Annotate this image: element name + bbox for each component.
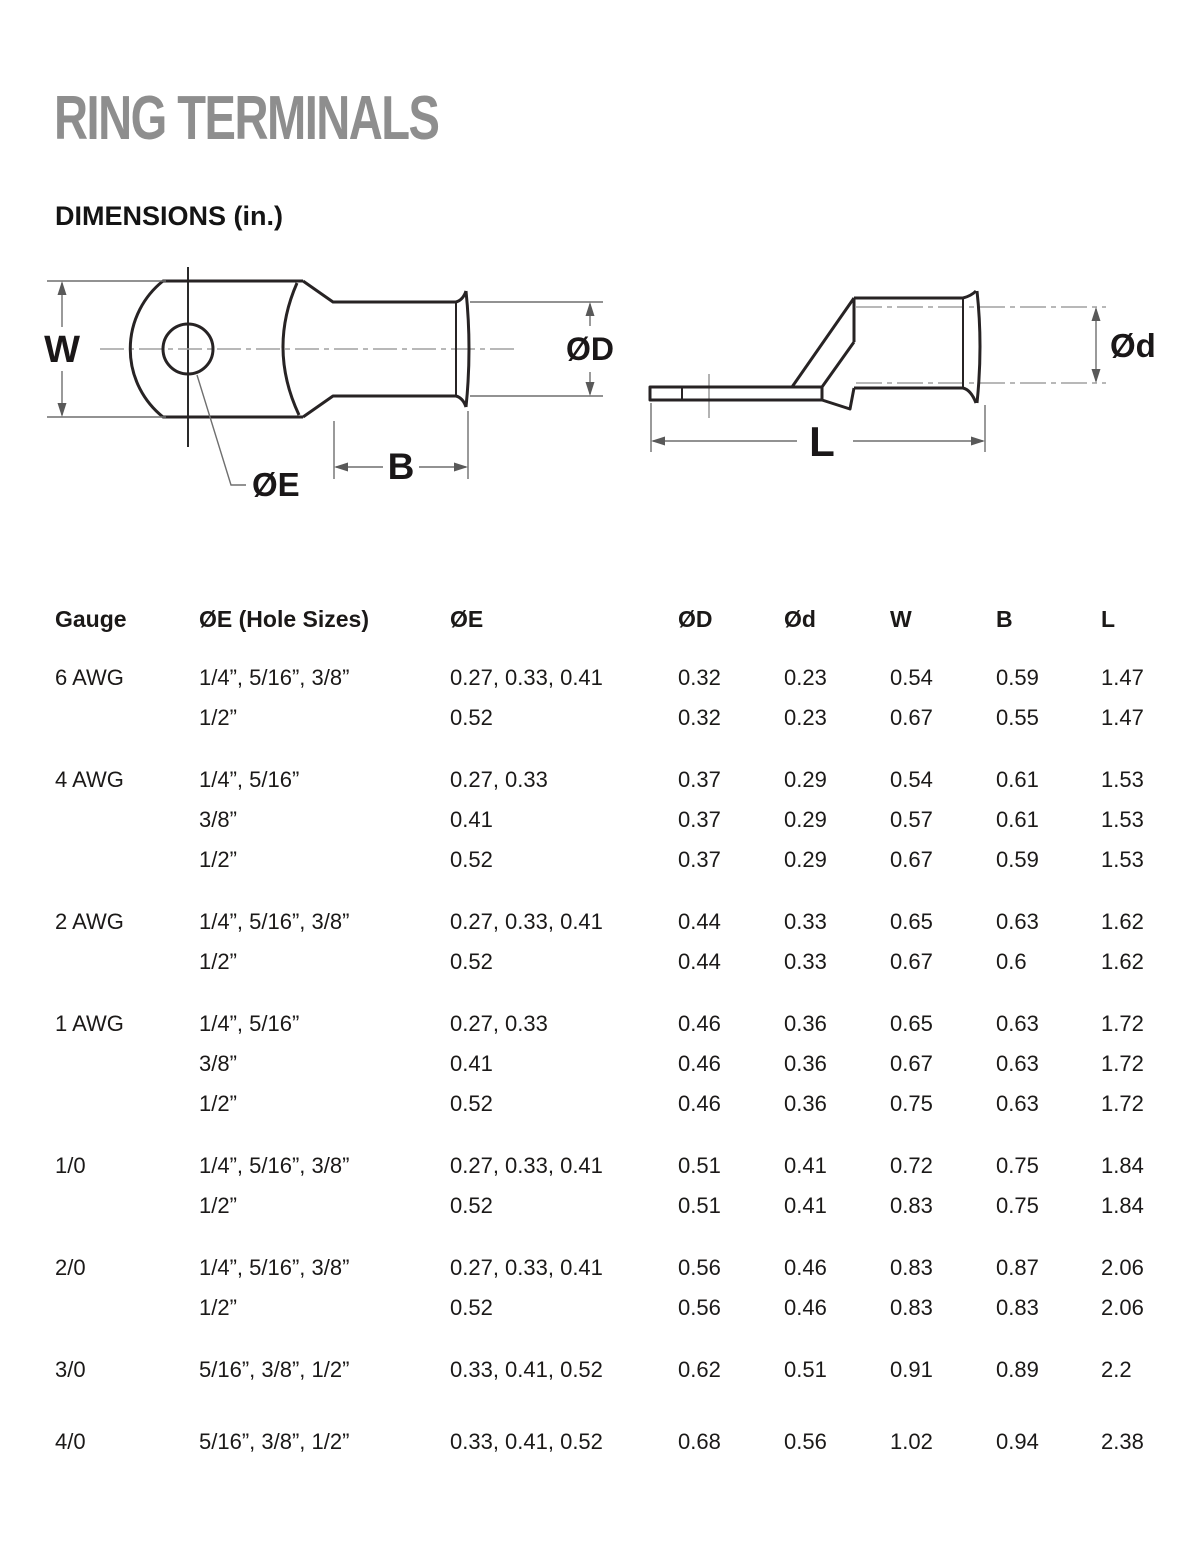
cell-b: 0.59 bbox=[996, 847, 1039, 872]
flare-top-curve-side bbox=[963, 291, 976, 298]
cell-d-outer: 0.68 bbox=[678, 1429, 721, 1454]
cell-b: 0.89 bbox=[996, 1357, 1039, 1382]
cell-b: 0.63 bbox=[996, 909, 1039, 934]
cell-w: 0.83 bbox=[890, 1193, 933, 1218]
cell-d-inner: 0.41 bbox=[784, 1153, 827, 1178]
cell-b: 0.63 bbox=[996, 1011, 1039, 1036]
col-header-b: B bbox=[996, 605, 1013, 632]
cell-w: 0.67 bbox=[890, 1051, 933, 1076]
barrel-bottom-edge bbox=[303, 396, 456, 417]
cell-hole-sizes: 1/4”, 5/16”, 3/8” bbox=[199, 665, 350, 690]
cell-d-inner: 0.56 bbox=[784, 1429, 827, 1454]
col-header-gauge: Gauge bbox=[55, 605, 127, 632]
cell-hole-sizes: 1/4”, 5/16”, 3/8” bbox=[199, 1255, 350, 1280]
cell-hole-sizes: 1/2” bbox=[199, 1193, 237, 1218]
table-row bbox=[55, 698, 1170, 738]
cell-w: 0.67 bbox=[890, 847, 933, 872]
label-l: L bbox=[809, 418, 835, 465]
cell-d-outer: 0.62 bbox=[678, 1357, 721, 1382]
label-w: W bbox=[44, 329, 80, 371]
cell-d-inner: 0.51 bbox=[784, 1357, 827, 1382]
cell-d-inner: 0.41 bbox=[784, 1193, 827, 1218]
table-row bbox=[55, 1004, 1170, 1044]
cell-hole-sizes: 3/8” bbox=[199, 807, 237, 832]
cell-gauge: 1 AWG bbox=[55, 1011, 124, 1036]
cell-d-outer: 0.46 bbox=[678, 1051, 721, 1076]
cell-d-inner: 0.29 bbox=[784, 767, 827, 792]
cell-e: 0.52 bbox=[450, 847, 493, 872]
table-row bbox=[55, 1146, 1170, 1186]
cell-l: 1.53 bbox=[1101, 767, 1144, 792]
ring-terminal-top-view-drawing bbox=[44, 267, 614, 503]
cell-hole-sizes: 1/2” bbox=[199, 949, 237, 974]
cell-w: 1.02 bbox=[890, 1429, 933, 1454]
cell-hole-sizes: 1/4”, 5/16” bbox=[199, 767, 300, 792]
cell-d-inner: 0.23 bbox=[784, 665, 827, 690]
label-d-inner: Ød bbox=[1110, 327, 1156, 364]
label-e: ØE bbox=[252, 466, 300, 503]
cell-l: 1.72 bbox=[1101, 1091, 1144, 1116]
dimension-e bbox=[197, 375, 300, 503]
cell-b: 0.59 bbox=[996, 665, 1039, 690]
cell-gauge: 4/0 bbox=[55, 1429, 86, 1454]
ring-terminal-side-view-drawing bbox=[650, 291, 1156, 465]
cell-gauge: 2/0 bbox=[55, 1255, 86, 1280]
col-header-hole-sizes: ØE (Hole Sizes) bbox=[199, 605, 369, 632]
dimensions-table bbox=[55, 604, 1170, 1462]
cell-b: 0.55 bbox=[996, 705, 1039, 730]
cell-e: 0.52 bbox=[450, 1091, 493, 1116]
cell-hole-sizes: 1/2” bbox=[199, 847, 237, 872]
label-b: B bbox=[387, 446, 415, 487]
cell-e: 0.27, 0.33, 0.41 bbox=[450, 665, 603, 690]
neck-inner-slant bbox=[822, 342, 854, 387]
cell-l: 1.47 bbox=[1101, 665, 1144, 690]
barrel-top-edge bbox=[303, 281, 456, 302]
cell-d-outer: 0.37 bbox=[678, 847, 721, 872]
cell-e: 0.27, 0.33, 0.41 bbox=[450, 1255, 603, 1280]
cell-l: 1.53 bbox=[1101, 847, 1144, 872]
cell-w: 0.54 bbox=[890, 767, 933, 792]
cell-d-inner: 0.29 bbox=[784, 847, 827, 872]
table-row bbox=[55, 902, 1170, 942]
cell-d-inner: 0.46 bbox=[784, 1255, 827, 1280]
cell-w: 0.75 bbox=[890, 1091, 933, 1116]
cell-hole-sizes: 3/8” bbox=[199, 1051, 237, 1076]
cell-e: 0.33, 0.41, 0.52 bbox=[450, 1357, 603, 1382]
barrel-end-cap-side bbox=[977, 291, 980, 403]
cell-d-inner: 0.33 bbox=[784, 949, 827, 974]
gauge-group bbox=[55, 760, 1170, 880]
cell-hole-sizes: 5/16”, 3/8”, 1/2” bbox=[199, 1429, 350, 1454]
cell-d-outer: 0.46 bbox=[678, 1011, 721, 1036]
cell-b: 0.6 bbox=[996, 949, 1027, 974]
neck-bottom-edge bbox=[822, 388, 854, 409]
flare-bottom-curve bbox=[456, 396, 466, 407]
cell-gauge: 1/0 bbox=[55, 1153, 86, 1178]
cell-w: 0.57 bbox=[890, 807, 933, 832]
technical-drawings bbox=[0, 250, 1200, 550]
cell-l: 1.84 bbox=[1101, 1153, 1144, 1178]
cell-l: 1.72 bbox=[1101, 1051, 1144, 1076]
cell-e: 0.52 bbox=[450, 1295, 493, 1320]
cell-d-outer: 0.51 bbox=[678, 1153, 721, 1178]
cell-hole-sizes: 5/16”, 3/8”, 1/2” bbox=[199, 1357, 350, 1382]
table-row bbox=[55, 658, 1170, 698]
table-row bbox=[55, 800, 1170, 840]
cell-d-inner: 0.36 bbox=[784, 1051, 827, 1076]
cell-d-outer: 0.37 bbox=[678, 767, 721, 792]
cell-b: 0.87 bbox=[996, 1255, 1039, 1280]
cell-d-outer: 0.51 bbox=[678, 1193, 721, 1218]
cell-w: 0.91 bbox=[890, 1357, 933, 1382]
tongue-outline bbox=[650, 387, 822, 400]
cell-l: 1.53 bbox=[1101, 807, 1144, 832]
cell-e: 0.27, 0.33 bbox=[450, 1011, 548, 1036]
cell-d-inner: 0.29 bbox=[784, 807, 827, 832]
cell-hole-sizes: 1/4”, 5/16”, 3/8” bbox=[199, 909, 350, 934]
flare-top-curve bbox=[456, 291, 466, 302]
cell-e: 0.27, 0.33 bbox=[450, 767, 548, 792]
cell-d-inner: 0.36 bbox=[784, 1091, 827, 1116]
cell-w: 0.65 bbox=[890, 1011, 933, 1036]
cell-w: 0.72 bbox=[890, 1153, 933, 1178]
cell-e: 0.41 bbox=[450, 1051, 493, 1076]
cell-d-outer: 0.32 bbox=[678, 705, 721, 730]
cell-b: 0.63 bbox=[996, 1091, 1039, 1116]
neck-outer-slant bbox=[792, 298, 854, 387]
cell-gauge: 3/0 bbox=[55, 1357, 86, 1382]
leader-line-e bbox=[197, 375, 246, 485]
cell-e: 0.52 bbox=[450, 705, 493, 730]
dimension-d-inner bbox=[1092, 307, 1156, 383]
page-title: RING TERMINALS bbox=[54, 84, 439, 153]
cell-e: 0.41 bbox=[450, 807, 493, 832]
cell-hole-sizes: 1/2” bbox=[199, 1295, 237, 1320]
cell-d-inner: 0.36 bbox=[784, 1011, 827, 1036]
table-row bbox=[55, 942, 1170, 982]
col-header-l: L bbox=[1101, 605, 1116, 632]
cell-b: 0.61 bbox=[996, 807, 1039, 832]
gauge-group bbox=[55, 658, 1170, 738]
dimension-l bbox=[651, 403, 985, 465]
cell-l: 1.72 bbox=[1101, 1011, 1144, 1036]
cell-d-outer: 0.37 bbox=[678, 807, 721, 832]
cell-e: 0.33, 0.41, 0.52 bbox=[450, 1429, 603, 1454]
cell-gauge: 2 AWG bbox=[55, 909, 124, 934]
col-header-d-outer: ØD bbox=[678, 605, 713, 632]
cell-hole-sizes: 1/4”, 5/16” bbox=[199, 1011, 300, 1036]
cell-hole-sizes: 1/2” bbox=[199, 1091, 237, 1116]
cell-d-inner: 0.33 bbox=[784, 909, 827, 934]
cell-d-outer: 0.46 bbox=[678, 1091, 721, 1116]
table-row bbox=[55, 1288, 1170, 1328]
cell-b: 0.94 bbox=[996, 1429, 1039, 1454]
cell-b: 0.75 bbox=[996, 1193, 1039, 1218]
gauge-group bbox=[55, 1350, 1170, 1390]
cell-e: 0.27, 0.33, 0.41 bbox=[450, 909, 603, 934]
dimensions-heading: DIMENSIONS (in.) bbox=[55, 201, 283, 231]
col-header-d-inner: Ød bbox=[784, 605, 816, 632]
cell-b: 0.61 bbox=[996, 767, 1039, 792]
table-row bbox=[55, 1084, 1170, 1124]
cell-l: 2.2 bbox=[1101, 1357, 1132, 1382]
cell-b: 0.83 bbox=[996, 1295, 1039, 1320]
gauge-group bbox=[55, 1422, 1170, 1462]
cell-hole-sizes: 1/4”, 5/16”, 3/8” bbox=[199, 1153, 350, 1178]
cell-e: 0.52 bbox=[450, 1193, 493, 1218]
table-row bbox=[55, 1044, 1170, 1084]
cell-l: 1.62 bbox=[1101, 949, 1144, 974]
col-header-e: ØE bbox=[450, 605, 484, 632]
cell-hole-sizes: 1/2” bbox=[199, 705, 237, 730]
cell-w: 0.65 bbox=[890, 909, 933, 934]
cell-d-outer: 0.56 bbox=[678, 1295, 721, 1320]
table-row bbox=[55, 1422, 1170, 1462]
label-d-outer: ØD bbox=[566, 331, 614, 367]
table-row bbox=[55, 760, 1170, 800]
gauge-group bbox=[55, 1146, 1170, 1226]
flare-bottom-curve-side bbox=[963, 388, 976, 403]
cell-e: 0.52 bbox=[450, 949, 493, 974]
table-row bbox=[55, 840, 1170, 880]
table-row bbox=[55, 1186, 1170, 1226]
col-header-w: W bbox=[890, 605, 912, 632]
cell-d-outer: 0.44 bbox=[678, 909, 721, 934]
table-row bbox=[55, 1350, 1170, 1390]
cell-l: 1.47 bbox=[1101, 705, 1144, 730]
table-row bbox=[55, 1248, 1170, 1288]
cell-w: 0.67 bbox=[890, 705, 933, 730]
cell-d-outer: 0.44 bbox=[678, 949, 721, 974]
cell-l: 2.06 bbox=[1101, 1295, 1144, 1320]
cell-l: 1.62 bbox=[1101, 909, 1144, 934]
cell-l: 1.84 bbox=[1101, 1193, 1144, 1218]
gauge-group bbox=[55, 1248, 1170, 1328]
dimension-b bbox=[334, 411, 468, 487]
cell-d-inner: 0.23 bbox=[784, 705, 827, 730]
cell-w: 0.83 bbox=[890, 1255, 933, 1280]
cell-w: 0.67 bbox=[890, 949, 933, 974]
cell-b: 0.63 bbox=[996, 1051, 1039, 1076]
cell-l: 2.06 bbox=[1101, 1255, 1144, 1280]
cell-gauge: 6 AWG bbox=[55, 665, 124, 690]
gauge-group bbox=[55, 902, 1170, 982]
table-header bbox=[55, 604, 1170, 634]
cell-b: 0.75 bbox=[996, 1153, 1039, 1178]
cell-d-outer: 0.56 bbox=[678, 1255, 721, 1280]
cell-d-outer: 0.32 bbox=[678, 665, 721, 690]
cell-w: 0.54 bbox=[890, 665, 933, 690]
cell-e: 0.27, 0.33, 0.41 bbox=[450, 1153, 603, 1178]
table-body bbox=[55, 658, 1170, 1462]
gauge-group bbox=[55, 1004, 1170, 1124]
cell-l: 2.38 bbox=[1101, 1429, 1144, 1454]
cell-d-inner: 0.46 bbox=[784, 1295, 827, 1320]
cell-gauge: 4 AWG bbox=[55, 767, 124, 792]
cell-w: 0.83 bbox=[890, 1295, 933, 1320]
